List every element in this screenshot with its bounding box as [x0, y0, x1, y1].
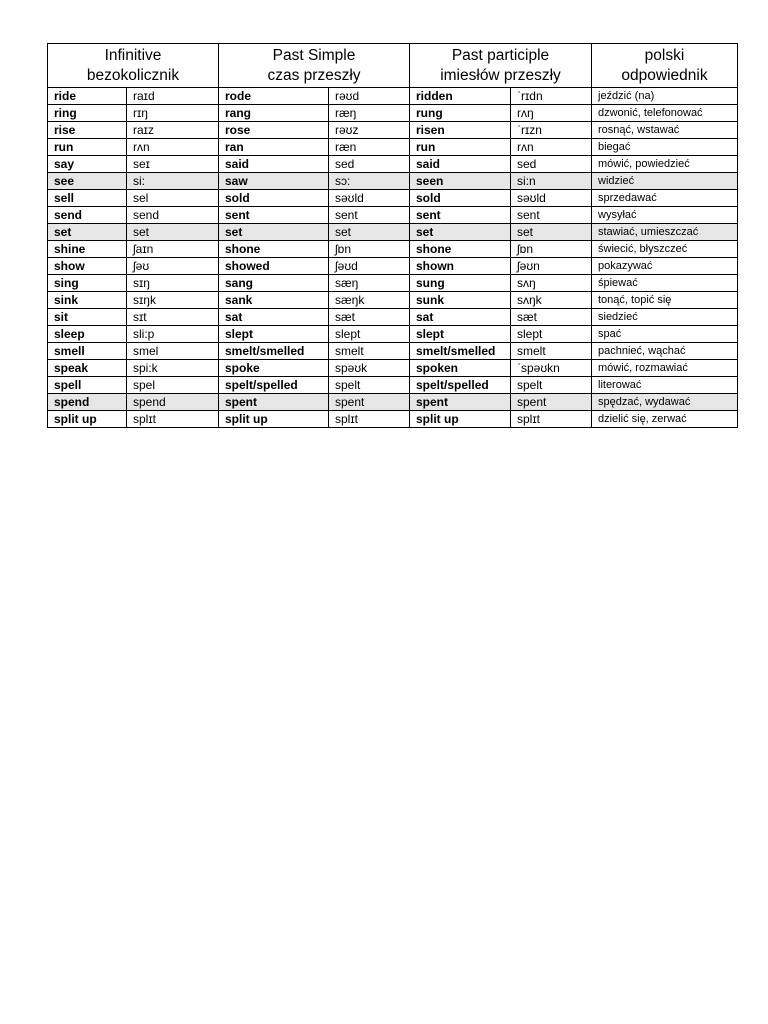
- table-row: [48, 411, 738, 428]
- past-simple-cell: rang: [219, 105, 329, 122]
- past-simple-ipa-cell: spəʊk: [329, 360, 410, 377]
- infinitive-ipa-cell: raɪd: [127, 88, 219, 105]
- infinitive-ipa-cell: spend: [127, 394, 219, 411]
- infinitive-cell: sell: [48, 190, 127, 207]
- past-simple-ipa-cell: səʊld: [329, 190, 410, 207]
- polish-translation-cell: dzielić się, zerwać: [592, 411, 738, 428]
- past-simple-ipa-cell: smelt: [329, 343, 410, 360]
- infinitive-cell: spell: [48, 377, 127, 394]
- past-participle-cell: sold: [410, 190, 511, 207]
- infinitive-ipa-cell: set: [127, 224, 219, 241]
- infinitive-ipa-cell: rʌn: [127, 139, 219, 156]
- table-row: [48, 139, 738, 156]
- infinitive-cell: shine: [48, 241, 127, 258]
- past-simple-ipa-cell: slept: [329, 326, 410, 343]
- past-participle-cell: run: [410, 139, 511, 156]
- past-simple-cell: ran: [219, 139, 329, 156]
- infinitive-cell: see: [48, 173, 127, 190]
- past-simple-cell: sang: [219, 275, 329, 292]
- table-row: [48, 224, 738, 241]
- past-simple-ipa-cell: sent: [329, 207, 410, 224]
- table-row: [48, 105, 738, 122]
- past-simple-ipa-cell: sæŋk: [329, 292, 410, 309]
- infinitive-cell: sit: [48, 309, 127, 326]
- past-participle-ipa-cell: sed: [511, 156, 592, 173]
- past-simple-cell: rose: [219, 122, 329, 139]
- polish-translation-cell: biegać: [592, 139, 738, 156]
- past-participle-ipa-cell: spelt: [511, 377, 592, 394]
- table-row: [48, 275, 738, 292]
- polish-translation-cell: rosnąć, wstawać: [592, 122, 738, 139]
- infinitive-cell: show: [48, 258, 127, 275]
- infinitive-ipa-cell: sel: [127, 190, 219, 207]
- infinitive-cell: split up: [48, 411, 127, 428]
- infinitive-cell: spend: [48, 394, 127, 411]
- past-participle-cell: shone: [410, 241, 511, 258]
- polish-translation-cell: dzwonić, telefonować: [592, 105, 738, 122]
- table-row: [48, 377, 738, 394]
- past-participle-ipa-cell: set: [511, 224, 592, 241]
- table-body: [48, 88, 738, 428]
- past-participle-cell: shown: [410, 258, 511, 275]
- header-polish-line1: polski: [644, 47, 685, 64]
- polish-translation-cell: mówić, rozmawiać: [592, 360, 738, 377]
- polish-translation-cell: jeździć (na): [592, 88, 738, 105]
- table-row: [48, 292, 738, 309]
- polish-translation-cell: siedzieć: [592, 309, 738, 326]
- past-participle-cell: seen: [410, 173, 511, 190]
- header-past-participle-pl: imiesłów przeszły: [440, 66, 561, 84]
- past-participle-ipa-cell: slept: [511, 326, 592, 343]
- past-participle-cell: split up: [410, 411, 511, 428]
- past-simple-ipa-cell: ræŋ: [329, 105, 410, 122]
- past-simple-ipa-cell: set: [329, 224, 410, 241]
- infinitive-cell: ride: [48, 88, 127, 105]
- header-infinitive-en: Infinitive: [104, 47, 162, 64]
- past-simple-cell: sank: [219, 292, 329, 309]
- polish-translation-cell: śpiewać: [592, 275, 738, 292]
- past-participle-cell: sat: [410, 309, 511, 326]
- infinitive-cell: send: [48, 207, 127, 224]
- infinitive-ipa-cell: send: [127, 207, 219, 224]
- past-simple-ipa-cell: ræn: [329, 139, 410, 156]
- infinitive-ipa-cell: ʃaɪn: [127, 241, 219, 258]
- past-simple-cell: split up: [219, 411, 329, 428]
- header-infinitive: [48, 44, 219, 88]
- infinitive-ipa-cell: raɪz: [127, 122, 219, 139]
- infinitive-cell: sleep: [48, 326, 127, 343]
- header-past-simple: [219, 44, 410, 88]
- polish-translation-cell: tonąć, topić się: [592, 292, 738, 309]
- past-simple-cell: rode: [219, 88, 329, 105]
- infinitive-ipa-cell: sɪŋk: [127, 292, 219, 309]
- past-participle-ipa-cell: sʌŋk: [511, 292, 592, 309]
- table-row: [48, 122, 738, 139]
- past-participle-cell: said: [410, 156, 511, 173]
- infinitive-cell: speak: [48, 360, 127, 377]
- table-row: [48, 173, 738, 190]
- table-row: [48, 394, 738, 411]
- past-simple-cell: said: [219, 156, 329, 173]
- past-participle-ipa-cell: si:n: [511, 173, 592, 190]
- infinitive-ipa-cell: splɪt: [127, 411, 219, 428]
- past-participle-cell: smelt/smelled: [410, 343, 511, 360]
- past-simple-ipa-cell: sæt: [329, 309, 410, 326]
- past-participle-cell: sunk: [410, 292, 511, 309]
- table-row: [48, 309, 738, 326]
- past-participle-cell: spent: [410, 394, 511, 411]
- past-participle-cell: slept: [410, 326, 511, 343]
- table-row: [48, 88, 738, 105]
- past-participle-ipa-cell: səʊld: [511, 190, 592, 207]
- past-participle-cell: sung: [410, 275, 511, 292]
- table-row: [48, 156, 738, 173]
- header-past-participle: [410, 44, 592, 88]
- header-infinitive-pl: bezokolicznik: [86, 66, 180, 84]
- infinitive-ipa-cell: sɪŋ: [127, 275, 219, 292]
- table-row: [48, 241, 738, 258]
- past-simple-ipa-cell: ʃəʊd: [329, 258, 410, 275]
- past-simple-ipa-cell: rəʊz: [329, 122, 410, 139]
- infinitive-cell: ring: [48, 105, 127, 122]
- past-participle-ipa-cell: smelt: [511, 343, 592, 360]
- infinitive-cell: set: [48, 224, 127, 241]
- polish-translation-cell: świecić, błyszczeć: [592, 241, 738, 258]
- past-participle-ipa-cell: spent: [511, 394, 592, 411]
- past-simple-ipa-cell: spent: [329, 394, 410, 411]
- header-past-simple-en: Past Simple: [272, 47, 356, 64]
- header-polish: [592, 44, 738, 88]
- past-participle-cell: set: [410, 224, 511, 241]
- header-polish-line2: odpowiednik: [621, 66, 708, 84]
- polish-translation-cell: pokazywać: [592, 258, 738, 275]
- past-simple-cell: spent: [219, 394, 329, 411]
- infinitive-ipa-cell: si:: [127, 173, 219, 190]
- past-simple-cell: spelt/spelled: [219, 377, 329, 394]
- polish-translation-cell: widzieć: [592, 173, 738, 190]
- past-participle-ipa-cell: sent: [511, 207, 592, 224]
- past-simple-ipa-cell: splɪt: [329, 411, 410, 428]
- past-participle-ipa-cell: ˈspəʊkn: [511, 360, 592, 377]
- past-participle-ipa-cell: sʌŋ: [511, 275, 592, 292]
- past-participle-cell: risen: [410, 122, 511, 139]
- past-simple-cell: shone: [219, 241, 329, 258]
- table-row: [48, 326, 738, 343]
- past-participle-ipa-cell: ʃɒn: [511, 241, 592, 258]
- table-row: [48, 190, 738, 207]
- infinitive-cell: say: [48, 156, 127, 173]
- infinitive-ipa-cell: spi:k: [127, 360, 219, 377]
- infinitive-ipa-cell: rɪŋ: [127, 105, 219, 122]
- past-participle-ipa-cell: splɪt: [511, 411, 592, 428]
- infinitive-cell: smell: [48, 343, 127, 360]
- polish-translation-cell: pachnieć, wąchać: [592, 343, 738, 360]
- past-participle-ipa-cell: rʌn: [511, 139, 592, 156]
- past-participle-ipa-cell: ˈrɪzn: [511, 122, 592, 139]
- past-simple-cell: showed: [219, 258, 329, 275]
- polish-translation-cell: spędzać, wydawać: [592, 394, 738, 411]
- polish-translation-cell: sprzedawać: [592, 190, 738, 207]
- infinitive-ipa-cell: ʃəʊ: [127, 258, 219, 275]
- past-simple-cell: slept: [219, 326, 329, 343]
- past-simple-cell: sat: [219, 309, 329, 326]
- past-participle-ipa-cell: ˈrɪdn: [511, 88, 592, 105]
- infinitive-cell: rise: [48, 122, 127, 139]
- table-row: [48, 360, 738, 377]
- past-simple-ipa-cell: rəʊd: [329, 88, 410, 105]
- past-simple-cell: smelt/smelled: [219, 343, 329, 360]
- infinitive-cell: sing: [48, 275, 127, 292]
- past-participle-cell: rung: [410, 105, 511, 122]
- infinitive-cell: run: [48, 139, 127, 156]
- header-past-participle-en: Past participle: [451, 47, 550, 64]
- table-row: [48, 207, 738, 224]
- infinitive-ipa-cell: seɪ: [127, 156, 219, 173]
- past-simple-cell: saw: [219, 173, 329, 190]
- past-participle-cell: spelt/spelled: [410, 377, 511, 394]
- past-simple-ipa-cell: ʃɒn: [329, 241, 410, 258]
- table-header-row: [48, 44, 738, 88]
- header-past-simple-pl: czas przeszły: [267, 66, 361, 84]
- past-simple-cell: spoke: [219, 360, 329, 377]
- past-simple-ipa-cell: sɔ:: [329, 173, 410, 190]
- table-row: [48, 258, 738, 275]
- past-participle-cell: spoken: [410, 360, 511, 377]
- past-participle-ipa-cell: rʌŋ: [511, 105, 592, 122]
- table-row: [48, 343, 738, 360]
- infinitive-ipa-cell: smel: [127, 343, 219, 360]
- past-participle-ipa-cell: ʃəʊn: [511, 258, 592, 275]
- polish-translation-cell: mówić, powiedzieć: [592, 156, 738, 173]
- past-participle-ipa-cell: sæt: [511, 309, 592, 326]
- past-participle-cell: ridden: [410, 88, 511, 105]
- polish-translation-cell: spać: [592, 326, 738, 343]
- infinitive-ipa-cell: sɪt: [127, 309, 219, 326]
- polish-translation-cell: wysyłać: [592, 207, 738, 224]
- past-participle-cell: sent: [410, 207, 511, 224]
- infinitive-cell: sink: [48, 292, 127, 309]
- past-simple-cell: sent: [219, 207, 329, 224]
- verb-table-container: [47, 43, 737, 428]
- past-simple-ipa-cell: sed: [329, 156, 410, 173]
- infinitive-ipa-cell: sli:p: [127, 326, 219, 343]
- polish-translation-cell: literować: [592, 377, 738, 394]
- past-simple-ipa-cell: sæŋ: [329, 275, 410, 292]
- past-simple-cell: sold: [219, 190, 329, 207]
- infinitive-ipa-cell: spel: [127, 377, 219, 394]
- past-simple-cell: set: [219, 224, 329, 241]
- irregular-verbs-table: [47, 43, 738, 428]
- polish-translation-cell: stawiać, umieszczać: [592, 224, 738, 241]
- past-simple-ipa-cell: spelt: [329, 377, 410, 394]
